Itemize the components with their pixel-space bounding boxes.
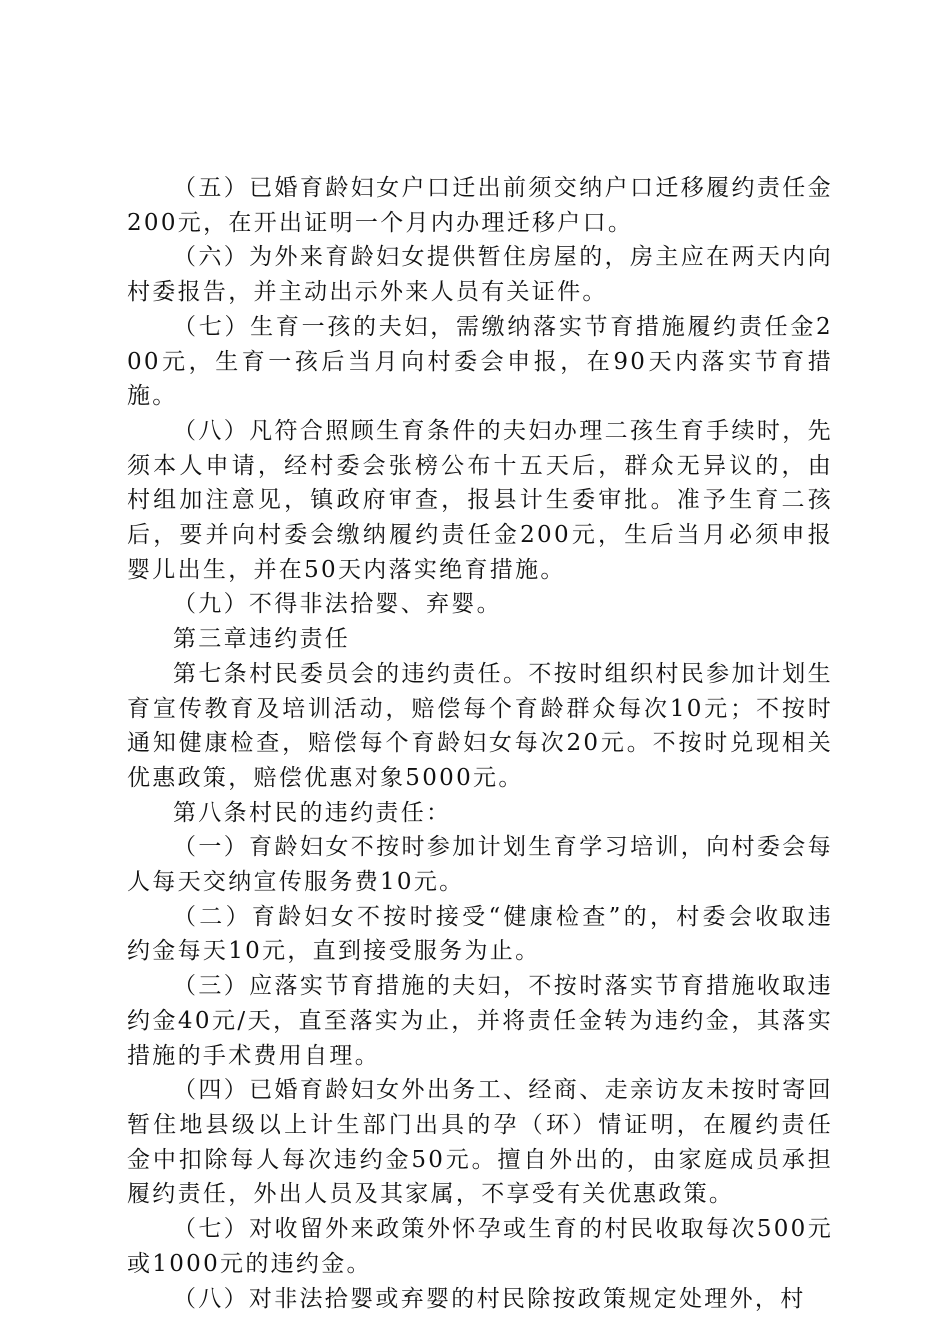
article-8: 第八条村民的违约责任：: [173, 799, 452, 826]
paragraph-item-9: （九）不得非法拾婴、弃婴。: [173, 591, 502, 618]
paragraph-item-7: （七）生育一孩的夫妇，需缴纳落实节育措施履约责任金200元，生育一孩后当月向村委会申报，在90天内落实节育措施。: [127, 313, 833, 410]
penalty-item-4: （四）已婚育龄妇女外出务工、经商、走亲访友未按时寄回暂住地县级以上计生部门出具的孕（环）情证明，在履约责任金中扣除每人每次违约金50元。擅自外出的，由家庭成员承担履约责任，外出人员及其家属，不享受有关优惠政策。: [127, 1077, 833, 1208]
paragraph-item-5: （五）已婚育龄妇女户口迁出前须交纳户口迁移履约责任金200元，在开出证明一个月内办理迁移户口。: [127, 175, 833, 236]
penalty-item-7: （七）对收留外来政策外怀孕或生育的村民收取每次500元或1000元的违约金。: [127, 1216, 833, 1277]
paragraph-item-6: （六）为外来育龄妇女提供暂住房屋的，房主应在两天内向村委报告，并主动出示外来人员有关证件。: [127, 244, 833, 306]
penalty-item-1: （一）育龄妇女不按时参加计划生育学习培训，向村委会每人每天交纳宣传服务费10元。: [127, 834, 833, 896]
penalty-item-3: （三）应落实节育措施的夫妇，不按时落实节育措施收取违约金40元/天，直至落实为止，并将责任金转为违约金，其落实措施的手术费用自理。: [127, 973, 833, 1069]
paragraph-item-8: （八）凡符合照顾生育条件的夫妇办理二孩生育手续时，先须本人申请，经村委会张榜公布十五天后，群众无异议的，由村组加注意见，镇政府审查，报县计生委审批。准予生育二孩后，要并向村委会缴纳履约责任金200元，生后当月必须申报婴儿出生，并在50天内落实绝育措施。: [127, 417, 833, 583]
document-body: [127, 171, 833, 1316]
chapter-heading: 第三章违约责任: [173, 626, 351, 653]
penalty-item-8: （八）对非法拾婴或弃婴的村民除按政策规定处理外，村: [173, 1285, 806, 1312]
article-7: 第七条村民委员会的违约责任。不按时组织村民参加计划生育宣传教育及培训活动，赔偿每个育龄群众每次10元；不按时通知健康检查，赔偿每个育龄妇女每次20元。不按时兑现相关优惠政策，赔偿优惠对象5000元。: [127, 660, 833, 791]
penalty-item-2: （二）育龄妇女不按时接受“健康检查”的，村委会收取违约金每天10元，直到接受服务为止。: [127, 903, 833, 965]
